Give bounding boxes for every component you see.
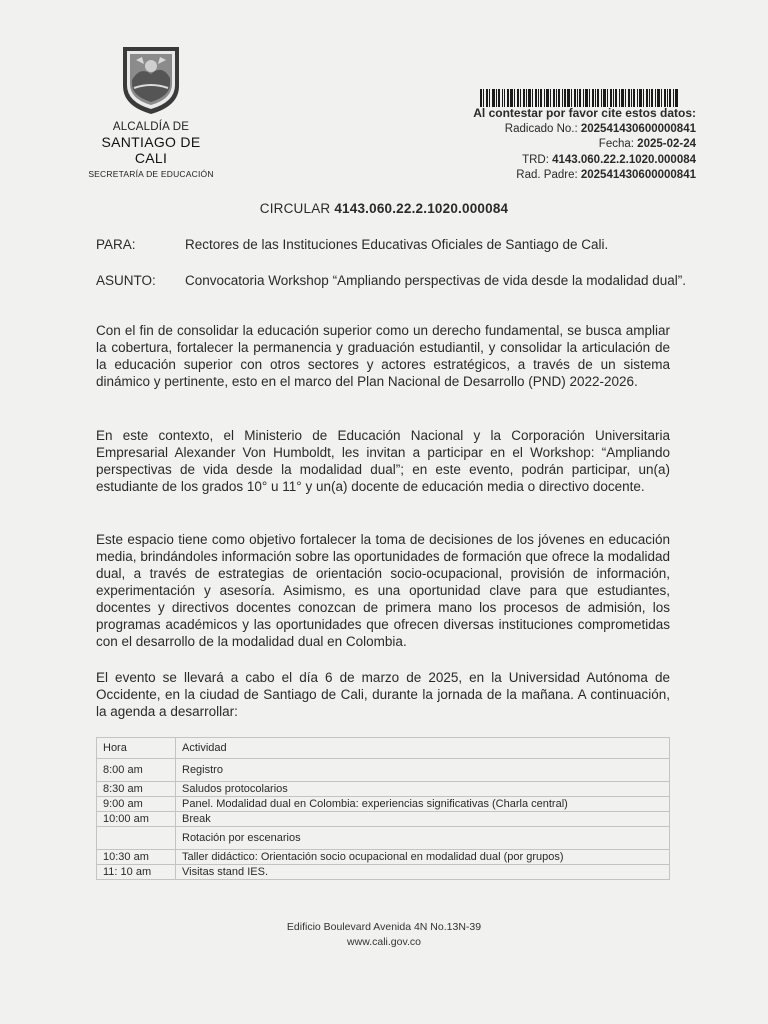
barcode-icon xyxy=(480,89,678,107)
agenda-time: 9:00 am xyxy=(97,797,176,812)
agenda-time: 10:30 am xyxy=(97,850,176,865)
table-row xyxy=(97,782,670,797)
agenda-activity: Registro xyxy=(176,759,670,782)
table-row xyxy=(97,759,670,782)
para-label: PARA: xyxy=(96,237,136,252)
org-name-line1: ALCALDÍA DE xyxy=(112,121,190,133)
agenda-time: 11: 10 am xyxy=(97,865,176,880)
body-paragraph-3: Este espacio tiene como objetivo fortalecer la toma de decisiones de los jóvenes en educación media, brindándoles información sobre las oportunidades de formación que ofrece la modalidad dual, a través de estrategias de orientación socio-ocupacional, provisión de información, experimentación y asesoría. Asimismo, es una oportunidad clave para que estudiantes, docentes y directivos docentes conozcan de primera mano los procesos de admisión, los programas académicos y las oportunidades que ofrecen diversas instituciones comprometidas con el desarrollo de la modalidad dual en Colombia. xyxy=(96,532,670,649)
radicado-line xyxy=(473,122,696,138)
header-actividad: Actividad xyxy=(176,738,670,759)
coat-of-arms-icon xyxy=(120,44,182,116)
circular-number: 4143.060.22.2.1020.000084 xyxy=(334,201,509,216)
radicado-label: Radicado No.: xyxy=(504,122,578,135)
footer-website: www.cali.gov.co xyxy=(347,936,421,948)
fecha-value: 2025-02-24 xyxy=(637,138,696,150)
rad-padre-line xyxy=(473,168,696,184)
circular-title xyxy=(0,201,768,216)
agenda-time: 8:30 am xyxy=(97,782,176,797)
agenda-activity: Visitas stand IES. xyxy=(176,865,670,880)
body-paragraph-2: En este contexto, el Ministerio de Educación Nacional y la Corporación Universitaria Empresarial Alexander Von Humboldt, les invitan a participar en el Workshop: “Ampliando perspectivas de vida desde la modalidad dual”; en este evento, podrán participar, un(a) estudiante de los grados 10° u 11° y un(a) docente de educación media o directivo docente. xyxy=(96,428,670,494)
table-header-row xyxy=(97,738,670,759)
para-value: Rectores de las Instituciones Educativas Oficiales de Santiago de Cali. xyxy=(185,237,609,252)
asunto-row xyxy=(96,272,766,306)
table-row xyxy=(97,797,670,812)
agenda-time: 10:00 am xyxy=(97,812,176,827)
table-row xyxy=(97,865,670,880)
agenda-activity: Panel. Modalidad dual en Colombia: experiencias significativas (Charla central) xyxy=(176,797,670,812)
footer-address: Edificio Boulevard Avenida 4N No.13N-39 xyxy=(286,921,482,933)
asunto-label: ASUNTO: xyxy=(96,273,156,288)
trd-label: TRD: xyxy=(522,153,549,166)
agenda-time xyxy=(97,827,176,850)
org-name-line2: SANTIAGO DE CALI xyxy=(101,134,201,166)
reference-heading: Al contestar por favor cite estos datos: xyxy=(473,106,696,120)
fecha-label: Fecha: xyxy=(598,138,634,150)
logo-block xyxy=(84,44,218,180)
agenda-activity: Rotación por escenarios xyxy=(176,827,670,850)
agenda-activity: Taller didáctico: Orientación socio ocupacional en modalidad dual (por grupos) xyxy=(176,850,670,865)
body-paragraph-4: El evento se llevará a cabo el día 6 de marzo de 2025, en la Universidad Autónoma de Occidente, en la ciudad de Santiago de Cali, durante la jornada de la mañana. A continuación, la agenda a desarrollar: xyxy=(96,670,670,719)
reference-block xyxy=(473,106,696,184)
body-paragraph-1: Con el fin de consolidar la educación superior como un derecho fundamental, se busca ampliar la cobertura, fortalecer la permanencia y graduación estudiantil, y consolidar la articulación de la educación superior con otros sectores y actores estratégicos, a través de un sistema dinámico y pertinente, esto en el marco del Plan Nacional de Desarrollo (PND) 2022-2026. xyxy=(96,323,670,389)
radicado-value: 202541430600000841 xyxy=(580,122,696,135)
page-footer xyxy=(0,920,768,950)
header-hora: Hora xyxy=(97,738,176,759)
table-row xyxy=(97,812,670,827)
org-department: SECRETARÍA DE EDUCACIÓN xyxy=(88,169,214,179)
agenda-activity: Break xyxy=(176,812,670,827)
table-row xyxy=(97,850,670,865)
trd-line xyxy=(473,153,696,169)
para-row xyxy=(96,236,766,253)
agenda-table xyxy=(96,737,670,880)
rad-padre-label: Rad. Padre: xyxy=(516,169,578,181)
trd-value: 4143.060.22.2.1020.000084 xyxy=(552,153,696,166)
agenda-activity: Saludos protocolarios xyxy=(176,782,670,797)
asunto-value: Convocatoria Workshop “Ampliando perspectivas de vida desde la modalidad dual”. xyxy=(185,273,687,288)
fecha-line xyxy=(473,137,696,153)
rad-padre-value: 202541430600000841 xyxy=(580,169,696,181)
agenda-time: 8:00 am xyxy=(97,759,176,782)
circular-label: CIRCULAR xyxy=(259,201,331,216)
table-row xyxy=(97,827,670,850)
